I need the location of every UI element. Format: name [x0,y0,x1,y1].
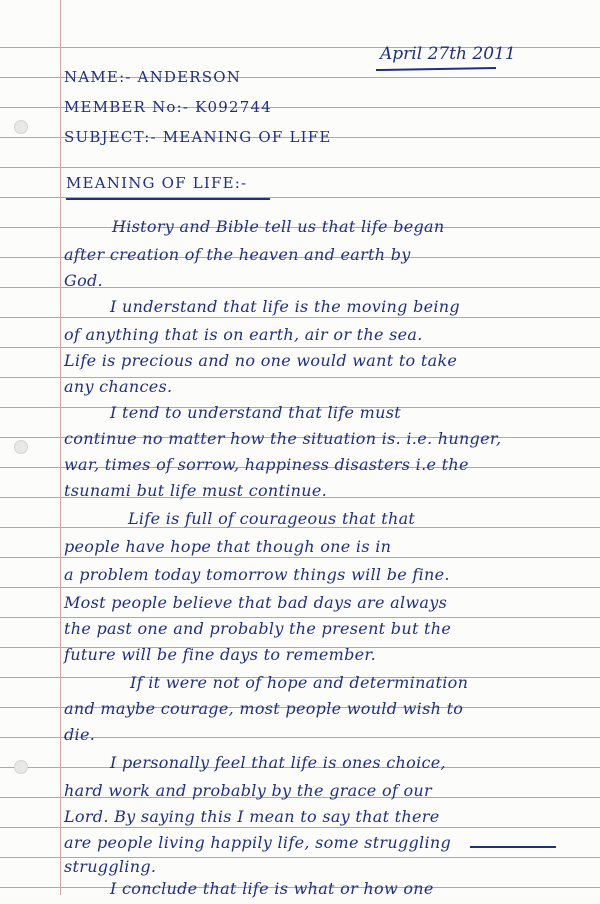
essay-line: a problem today tomorrow things will be fine. [64,565,450,584]
essay-line: I understand that life is the moving being [110,297,460,316]
essay-line: future will be fine days to remember. [64,645,376,664]
margin-line [60,0,61,895]
punch-hole [14,440,28,454]
subject-line: SUBJECT:- MEANING OF LIFE [64,128,332,146]
date: April 27th 2011 [380,44,516,64]
essay-line: the past one and probably the present but the [64,619,452,638]
strikethrough-mark [470,846,556,848]
essay-line: God. [64,271,103,290]
essay-line: die. [64,725,96,744]
essay-line: any chances. [64,377,173,396]
essay-line: I personally feel that life is ones choice, [110,753,446,772]
name-line: NAME:- ANDERSON [64,68,242,86]
essay-line: Life is precious and no one would want to take [64,351,458,370]
essay-title: MEANING OF LIFE:- [66,174,248,192]
essay-line: of anything that is on earth, air or the sea. [64,325,423,344]
essay-line: after creation of the heaven and earth by [64,245,411,264]
essay-line: Lord. By saying this I mean to say that there [64,807,440,826]
essay-line: I tend to understand that life must [110,403,401,422]
punch-hole [14,760,28,774]
essay-line: If it were not of hope and determination [130,673,469,692]
essay-line: and maybe courage, most people would wish to [64,699,464,718]
essay-line: Life is full of courageous that that [128,509,416,528]
essay-line: war, times of sorrow, happiness disasters i.e the [64,455,469,474]
essay-line: are people living happily life, some struggling [64,833,452,852]
essay-line: tsunami but life must continue. [64,481,328,500]
title-underline [66,198,270,200]
punch-hole [14,120,28,134]
essay-line: struggling. [64,857,157,876]
essay-line: Most people believe that bad days are always [64,593,448,612]
essay-line: people have hope that though one is in [64,537,392,556]
essay-line: I conclude that life is what or how one [110,879,434,898]
member-number-line: MEMBER No:- K092744 [64,98,273,116]
essay-line: History and Bible tell us that life began [112,217,445,236]
essay-line: hard work and probably by the grace of our [64,781,432,800]
essay-line: continue no matter how the situation is. i.e. hunger, [64,429,502,448]
